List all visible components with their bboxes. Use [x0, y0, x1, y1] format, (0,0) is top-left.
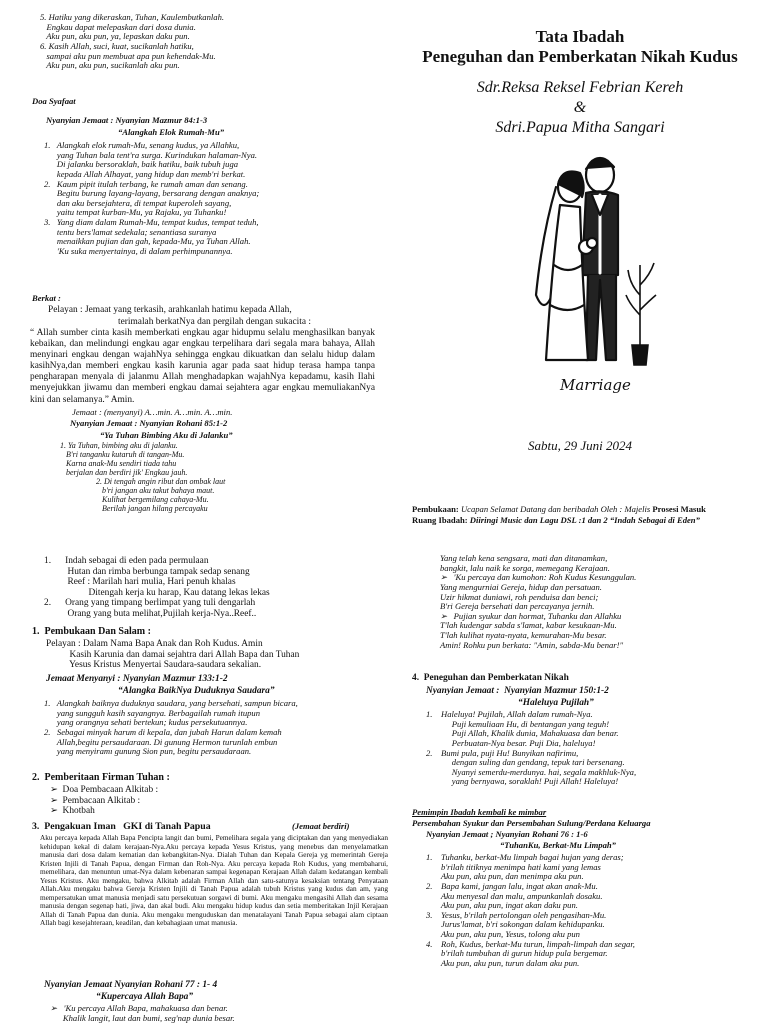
verse-line: Engkau dapat melepaskan dari dosa dunia. — [40, 21, 196, 32]
nr-85-verses — [60, 442, 225, 514]
verse-line: Aku pun, aku pun, Yesus, tolong aku pun — [426, 929, 580, 939]
pengakuan-iman-text: Aku percaya kepada Allah Bapa Pencipta langit dan bumi, Pemelihara segala yang diciptakan dan yang menyediakan kehidupan kekal di dalam kerajaan-Nya.Aku percaya kepada Yesus Kristus, yang menebus dan menyelamatkan manusia dari dosa dalam kematian dan kebangkitan-Nya. Dialah Tuhan dan Kepala Gereja yg memerintah Gereja Kristen Injili di Tanah Papua, dengan Firman dan Roh-Nya. Aku percaya kepada Roh Kudus, yang membaharui, memelihara, dan menuntun umat-Nya dalam kebenaran sampai kegenapan Kerajaan Allah dalam kedatangan kembali Yesus Kristus. Aku mengaku, bahwa Alkitab adalah Firman Allah dan satu-satunya kesaksian tentang Penyataan Allah.Aku mengaku bahwa Gereja Kristen Injili di Tanah Papua adalah tubuh Kristus yang kudus dan am, yang mempersatukan umat manusia menjadi satu persekutuan sorgawi di bumi. Aku mengaku mengasihi Allah dan sesama manusia dengan segenap hati, jiwa, dan akal budi. Aku mengaku hidup kudus dan setia memberitakan Injil Kerajaan Allah di Tanah Papua dan dunia. Aku mengaku menguduskan dan menatalayani Tanah Papua sebagai alam ciptaan Allah bagi kesejahteraan, keadilan, dan kebahagiaan umat manusia. — [40, 833, 388, 928]
song-line: Reef : Marilah hari mulia, Hari penuh khalas — [44, 577, 236, 588]
psalm-84-verses — [44, 141, 259, 257]
song-line: Orang yang buta melihat,Pujilah kerja-Nya..Reef.. — [44, 608, 257, 619]
berkat-heading: Berkat : — [32, 293, 61, 303]
nr-76-verses — [426, 853, 635, 969]
verse-line: 3. Yesus, b'rilah pertolongan oleh pengasihan-Mu. — [426, 909, 607, 920]
list-item: ➢ Pembacaan Alkitab : — [50, 795, 141, 806]
verse-line: yang orangnya sehati bertekun; kudus persekutuannya. — [44, 717, 248, 728]
ampersand: & — [573, 99, 587, 116]
verse-line: ➢ 'Ku percaya dan kumohon: Roh Kudus Kesunggulan. — [440, 572, 637, 583]
song-line: 2. Orang yang timpang berlimpat yang tuli dengarlah — [44, 598, 256, 609]
nr-77-title: Nyanyian Jemaat Nyanyian Rohani 77 : 1- 4 — [44, 980, 218, 990]
verse-line: yang sungguh kasih sayangnya. Berbagailah rumah itupun — [44, 707, 261, 718]
pelayan-line-1: Pelayan : Jemaat yang terkasih, arahkanlah hatimu kepada Allah, — [48, 305, 292, 315]
verse-line: dan aku bersejahtera, di tempat kuperoleh sayang, — [44, 197, 232, 208]
verse-line: B'ri tanganku kutaruh di tangan-Mu. — [60, 449, 185, 459]
verse-line: Karna anak-Mu sendiri tiada tahu — [60, 458, 177, 468]
song-line: 1. Indah sebagai di eden pada permulaan — [44, 556, 209, 566]
nr-76-subtitle: “TuhanKu, Berkat-Mu Limpah” — [500, 840, 616, 850]
berkat-text: “ Allah sumber cinta kasih memberkati engkau agar hidupmu selalu menghasilkan banyak kebaikan, dan melindungi engkau agar engkau terpelihara dari segala mara bahaya, Allah menyinari engkau dengan wajahNya sehingga engkau dikuatkan dan selalu hidup dalam kasihNya,dan memberi engkau kasih karunia agar pada saat hidup terasa hampa tanpa pengharapan menyala di jalanmu Allah menghadapkan wajahNya kepadamu, kasih Ilahi menyejukkan jiwamu dan memberi engkau damai sejahtera agar engkau memuliakanNya kini dan selamanya.” Amin. — [30, 328, 375, 405]
verse-line: 2. Bumi pula, puji Hu! Bunyikan nafirimu, — [426, 747, 579, 758]
verse-line: 2. Sebagai minyak harum di kepala, dan jubah Harun dalam kemah — [44, 726, 282, 737]
verse-line: 4. Roh, Kudus, berkat-Mu turun, limpah-limpah dan segar, — [426, 938, 635, 949]
verse-line: kepada Allah Alhayat, yang hidup dan memb'ri berkat. — [44, 168, 246, 179]
verse-line: 1. Haleluya! Pujilah, Allah dalam rumah-Nya. — [426, 709, 593, 719]
verse-line: Berilah jangan hilang percayaku — [60, 503, 208, 513]
verse-line: yang Tuhan bala tent'ra surga. Kurindukan halaman-Nya. — [44, 149, 258, 160]
verse-line: berjalan dan berdiri jik' Engkau jauh. — [60, 467, 188, 477]
nr-77-continued — [440, 554, 636, 650]
panel-top-right — [392, 0, 768, 540]
verse-line: 1. Alangkah elok rumah-Mu, senang kudus, ya Allahku, — [44, 140, 240, 150]
ruang-ibadah-line — [412, 516, 700, 526]
psalm-84-subtitle: “Alangkah Elok Rumah-Mu” — [118, 127, 225, 137]
persembahan-heading: Persembahan Syukur dan Persembahan Sulung/Perdana Keluarga — [412, 818, 651, 828]
groom-name: Sdr.Reksa Reksel Febrian Kereh — [476, 79, 684, 96]
section-3-title: 3. Pengakuan Iman GKI di Tanah Papua — [32, 821, 211, 832]
verse-line: menaikkan pujian dan gah, kepada-Mu, ya Tuhan Allah. — [44, 236, 251, 247]
verse-line: b'rilah tumbuhan di gurun hidup pula bergemar. — [426, 948, 608, 959]
verse-line: Aku menyesal dan malu, ampunkanlah dosaku. — [426, 890, 603, 901]
verse-line: 1. Tuhanku, berkat-Mu limpah bagai hujan yang deras; — [426, 852, 624, 862]
psalm-150-verses — [426, 710, 636, 787]
verse-line: Begitu burung layang-layang, bersarang dengan anaknya; — [44, 188, 260, 199]
nr-76-title: Nyanyian Jemaat ; Nyanyian Rohani 76 : 1-6 — [426, 829, 588, 839]
verse-line: 6. Kasih Allah, suci, kuat, sucikanlah hatiku, — [40, 40, 194, 51]
verse-line: Uzir hikmat duniawi, roh penduisa dan benci; — [440, 591, 599, 602]
verse-line: T'lah kulihat nyata-nyata, kemurahan-Mu besar. — [440, 630, 607, 640]
verse-line: yang menyiramı gunung Sion pun, begitu persaudaraan. — [44, 746, 252, 757]
verse-line: Puji kemuliaan Hu, di bentangan yang teguh! — [426, 718, 610, 729]
pembukaan-label: Pembukaan: — [412, 504, 459, 514]
verse-line: 1. Alangkah baiknya duduknya saudara, yang bersehati, sampun bicara, — [44, 698, 298, 708]
verse-line: 3. Yang diam dalam Rumah-Mu, tempat kudus, tempat teduh, — [44, 217, 259, 227]
verse-line: Khalik langit, laut dan bumi, seg'nap dunia besar. — [50, 1012, 235, 1023]
verse-line: B'ri Gereja bersehati dan percayanya jernih. — [440, 601, 595, 612]
verse-line: 2. Di tengah angin ribut dan ombak laut — [60, 476, 226, 486]
section-2-items — [50, 785, 158, 817]
psalm-133-verses — [44, 699, 298, 757]
verse-line: Yang mengurniai Gereja, hidup dan persatuan. — [440, 581, 602, 592]
psalm-150-title: Nyanyian Jemaat : Nyanyian Mazmur 150:1-2 — [426, 686, 609, 696]
ruang-ibadah-text: Diiringi Music dan Lagu DSL :1 dan 2 “Indah Sebagai di Eden” — [467, 515, 700, 525]
verse-line: 2. Kaum pipit itulah terbang, ke rumah aman dan senang. — [44, 178, 248, 189]
verse-line: 2. Bapa kami, jangan lalu, ingat akan anak-Mu. — [426, 880, 598, 891]
hymn-ending-verses — [40, 13, 224, 71]
ruang-ibadah-label: Ruang Ibadah: — [412, 515, 468, 525]
verse-line: T'lah kudengar sabda s'lamat, kabar kesukaan-Mu. — [440, 620, 617, 631]
psalm-133-title: Jemaat Menyanyi : Nyanyian Mazmur 133:1-2 — [46, 674, 228, 684]
panel-top-left — [0, 0, 392, 540]
section-2-title: 2. Pemberitaan Firman Tuhan : — [32, 772, 170, 783]
verse-line: Allah,begitu persaudaraan. Di gunung Hermon turunlah embun — [44, 736, 278, 747]
section-4-title: 4. Peneguhan dan Pemberkatan Nikah — [412, 673, 569, 683]
nr-77-subtitle: “Kupercaya Allah Bapa” — [96, 992, 194, 1002]
nr-77-verses — [50, 1004, 235, 1023]
verse-line: ➢ 'Ku percaya Allah Bapa, mahakuasa dan benar. — [50, 1003, 228, 1013]
verse-line: Aku pun, aku pun, ingat akan daku pun. — [426, 900, 578, 911]
verse-line: Aku pun, aku pun, ya, lepaskan daku pun. — [40, 31, 190, 42]
jemaat-amin: Jemaat : (menyanyi) A…min. A…min. A…min. — [72, 407, 233, 417]
text-line: Kasih Karunia dan damai sejahtra dari Allah Bapa dan Tuhan — [46, 649, 300, 660]
verse-line: Nyanyi semerdu-merdunya. hai, segala makhluk-Nya, — [426, 766, 637, 777]
verse-line: Amin! Rohku pun berkata: "Amin, sabda-Mu benar!" — [440, 639, 624, 650]
verse-line: Puji Allah, Khalik dunia, Mahakuasa dan benar. — [426, 728, 619, 739]
verse-line: Yang telah kena sengsara, mati dan ditanamkan, — [440, 553, 608, 563]
nr-85-title: Nyanyian Jemaat : Nyanyian Rohani 85:1-2 — [70, 418, 228, 428]
bride-name: Sdri.Papua Mitha Sangari — [495, 119, 665, 136]
verse-line: ➢ Pujian syukur dan hormat, Tuhanku dan Allahku — [440, 610, 622, 621]
verse-line: b'ri jangan aku takut bahaya maut. — [60, 485, 215, 495]
verse-line: 'Ku suka menyertainya, di dalam perhimpunannya. — [44, 245, 233, 256]
section-3-note: (Jemaat berdiri) — [292, 821, 350, 831]
verse-line: bangkit, lalu naik ke sorga, memegang Kerajaan. — [440, 562, 610, 573]
service-date: Sabtu, 29 Juni 2024 — [528, 438, 632, 453]
panel-bottom-right — [392, 540, 768, 1024]
doa-syafaat-heading: Doa Syafaat — [32, 96, 76, 106]
pembukaan-text: Ucapan Selamat Datang dan beribadah Oleh : Majelis — [458, 504, 653, 514]
verse-line: Kulihat bergemilang cahaya-Mu. — [60, 494, 209, 504]
document-title: Tata Ibadah — [535, 27, 625, 46]
section-1-title: 1. Pembukaan Dan Salam : — [32, 626, 151, 637]
verse-line: 1. Ya Tuhan, bimbing aku di jalanku. — [60, 441, 178, 450]
list-item: ➢ Khotbah — [50, 806, 95, 817]
pemimpin-note: Pemimpin Ibadah kembali ke mimbar — [412, 807, 547, 817]
text-line: Pelayan : Dalam Nama Bapa Anak dan Roh Kudus. Amin — [46, 639, 263, 649]
section-1-text — [46, 639, 299, 671]
marriage-label: Marriage — [560, 376, 631, 394]
verse-line: Aku pun, aku pun, sucikanlah aku pun. — [40, 60, 180, 71]
verse-line: yang bernyawa, soraklah! Puji Allah! Haleluya! — [426, 776, 619, 787]
panel-bottom-left — [0, 540, 392, 1024]
song-line: Ditengah kerja ku harap, Kau datang lekas lekas — [44, 587, 270, 598]
verse-line: Di jalanku bersoraklah, baik hatiku, baik tubuh juga — [44, 159, 239, 170]
nr-85-subtitle: “Ya Tuhan Bimbing Aku di Jalanku” — [100, 430, 233, 440]
pelayan-line-2: terimalah berkatNya dan pergilah dengan sukacita : — [118, 317, 311, 327]
list-item: ➢ Doa Pembacaan Alkitab : — [50, 785, 159, 795]
verse-line: dengan suling dan gendang, tepuk tari bersenang. — [426, 757, 625, 768]
song-line: Hutan dan rimba berbunga tampak sedap senang — [44, 566, 250, 577]
verse-line: Aku pun, aku pun, turun dalam aku pun. — [426, 957, 580, 968]
verse-line: Jurus'lamat, b'ri sokongan dalam kehidupanku. — [426, 919, 605, 930]
verse-line: Perbuatan-Nya besar. Puji Dia, haleluya! — [426, 737, 596, 748]
wedding-couple-illustration — [522, 145, 662, 405]
verse-line: sampai aku pun membuat apa pun kehendak-Mu. — [40, 50, 216, 61]
pembukaan-line — [412, 505, 706, 515]
verse-line: 5. Hatiku yang dikeraskan, Tuhan, Kaulembutkanlah. — [40, 12, 225, 22]
document-subtitle: Peneguhan dan Pemberkatan Nikah Kudus — [422, 47, 738, 66]
psalm-84-title: Nyanyian Jemaat : Nyanyian Mazmur 84:1-3 — [46, 115, 208, 125]
psalm-150-subtitle: “Haleluya Pujilah” — [518, 698, 594, 708]
verse-line: tentu bers'lamat sedekala; senantiasa suranya — [44, 226, 217, 237]
verse-line: Aku pun, aku pun, dan menimpa aku pun. — [426, 871, 584, 882]
text-line: Yesus Kristus Menyertai Saudara-saudara sekalian. — [46, 660, 262, 671]
verse-line: yaitu tempat kurban-Mu, ya Rajaku, ya Tuhanku! — [44, 207, 227, 218]
indah-sebagai-song — [44, 556, 270, 619]
pembukaan-end: Prosesi Masuk — [652, 504, 706, 514]
psalm-133-subtitle: “Alangka BaikNya Duduknya Saudara” — [118, 686, 275, 696]
verse-line: b'rilah titiknya menimpa hati kami yang lemas — [426, 861, 601, 872]
